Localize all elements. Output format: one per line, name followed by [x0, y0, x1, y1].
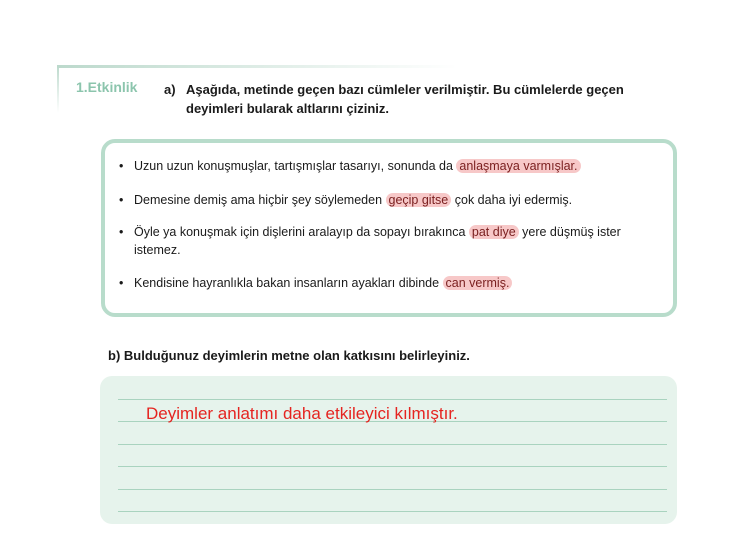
question-b-text: Bulduğunuz deyimlerin metne olan katkısını belirleyiniz.: [123, 348, 470, 363]
list-item: [119, 157, 659, 175]
idiom-highlight: geçip gitse: [386, 193, 452, 207]
question-b: [108, 348, 470, 363]
idiom-highlight: pat diye: [469, 225, 519, 239]
header-rule: [57, 65, 457, 68]
activity-label: 1.Etkinlik: [76, 79, 138, 95]
question-a-label: a): [164, 82, 176, 97]
writing-line: [118, 489, 667, 490]
sentence-text: Uzun uzun konuşmuşlar, tartışmışlar tasarıyı, sonunda da: [134, 159, 457, 173]
answer-text: Deyimler anlatımı daha etkileyici kılmıştır.: [146, 404, 458, 423]
question-a-text: Aşağıda, metinde geçen bazı cümleler verilmiştir. Bu cümlelerde geçen deyimleri bularak altlarını çiziniz.: [186, 82, 624, 116]
answer-box[interactable]: [100, 376, 677, 524]
question-a: [164, 80, 664, 118]
header-side-rule: [57, 65, 59, 113]
question-b-label: b): [108, 348, 121, 363]
sentence-text: Öyle ya konuşmak için dişlerini aralayıp da sopayı bırakınca: [134, 225, 469, 239]
list-item: [119, 191, 659, 209]
bullet: •: [119, 276, 124, 290]
sentences-box: [101, 139, 677, 317]
list-item: [119, 223, 649, 259]
writing-line: [118, 511, 667, 512]
idiom-highlight: can vermiş.: [443, 276, 513, 290]
bullet: •: [119, 225, 124, 239]
bullet: •: [119, 159, 124, 173]
sentence-text: çok daha iyi edermiş.: [451, 193, 573, 207]
sentence-text: Kendisine hayranlıkla bakan insanların ayakları dibinde: [134, 276, 443, 290]
sentence-text: Demesine demiş ama hiçbir şey söylemeden: [134, 193, 386, 207]
list-item: [119, 274, 659, 292]
bullet: •: [119, 193, 124, 207]
idiom-highlight: anlaşmaya varmışlar.: [456, 159, 580, 173]
writing-line: [118, 466, 667, 467]
sentence-text: yere düşmüş ister istemez.: [134, 225, 621, 257]
writing-line: [118, 444, 667, 445]
writing-line: [118, 399, 667, 400]
